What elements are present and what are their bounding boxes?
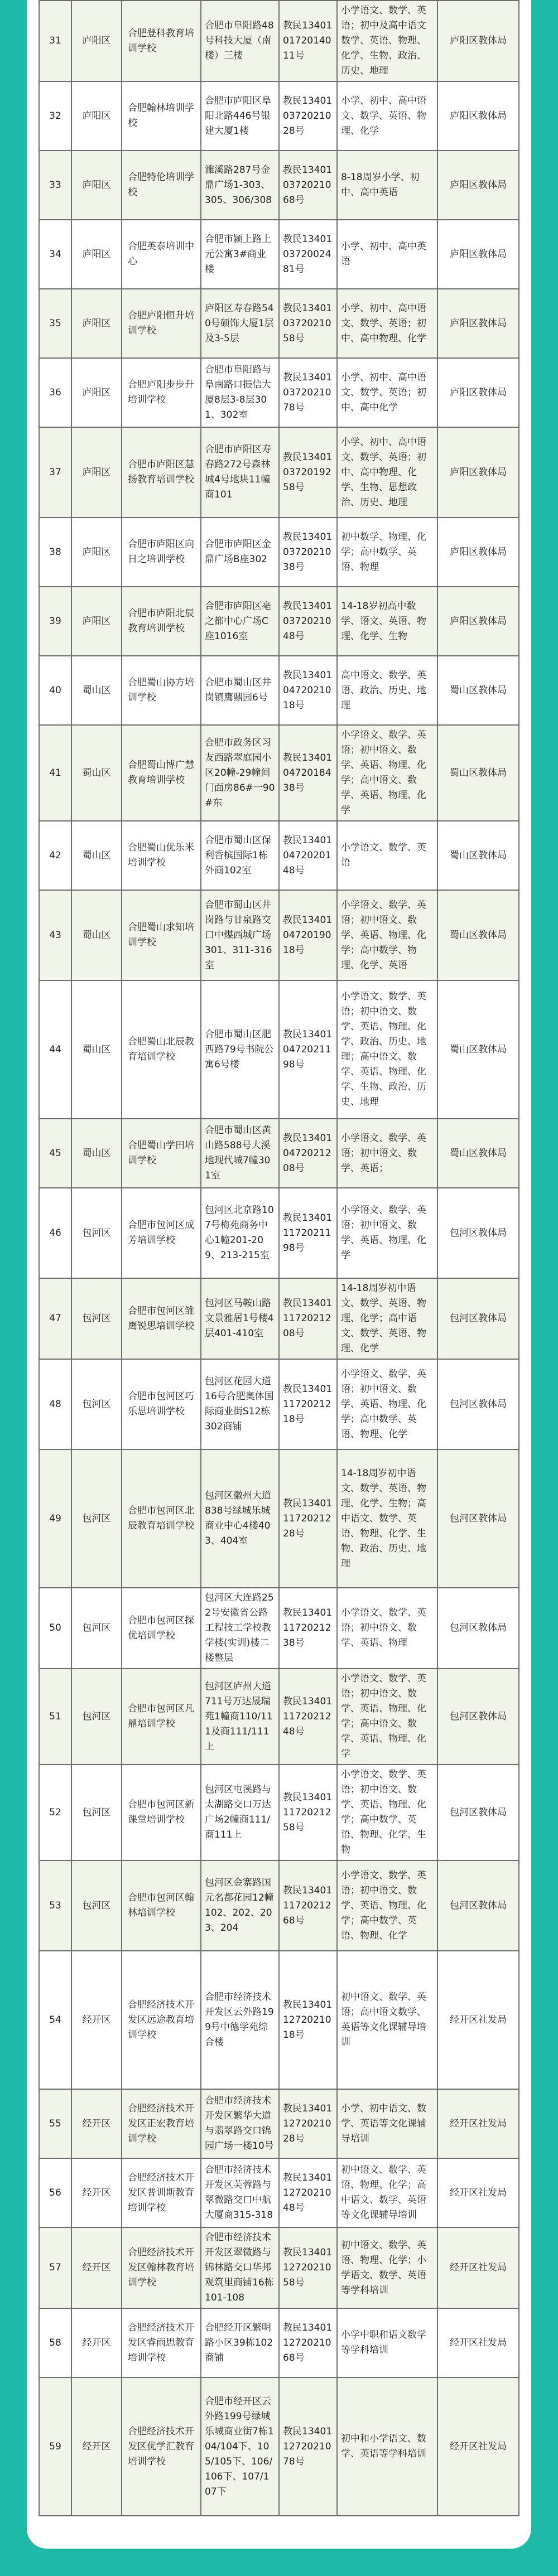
authority-cell: 庐阳区教体局 <box>437 587 519 656</box>
district-cell: 经开区 <box>71 2308 122 2377</box>
scope-cell: 小学、初中、高中语文、数学、英语、物理、化学 <box>337 81 437 151</box>
authority-cell: 包河区教体局 <box>437 1588 519 1669</box>
authority-cell: 蜀山区教体局 <box>437 980 519 1119</box>
table-row <box>39 1588 519 1669</box>
district-cell: 庐阳区 <box>71 220 122 289</box>
scope-cell: 8-18周岁小学、初中、高中英语 <box>337 151 437 220</box>
district-cell: 庐阳区 <box>71 151 122 220</box>
table-row <box>39 2089 519 2158</box>
scope-cell: 初中数学、物理、化学；高中数学、英语、物理 <box>337 518 437 587</box>
table-row <box>39 587 519 656</box>
authority-cell: 庐阳区教体局 <box>437 151 519 220</box>
scope-cell: 14-18周岁初中语文、数学、英语、物理、化学；高中语文、数学、英语、物理、化学 <box>337 1278 437 1359</box>
license-cell: 教民134010372021028号 <box>279 81 337 151</box>
school-name-cell: 合肥市包河区雏鹰锐思培训学校 <box>122 1278 201 1359</box>
authority-cell: 庐阳区教体局 <box>437 289 519 358</box>
row-number: 37 <box>39 427 71 518</box>
district-cell: 包河区 <box>71 1359 122 1449</box>
school-name-cell: 合肥经济技术开发区远途教育培训学校 <box>122 1951 201 2089</box>
address-cell: 包河区徽州大道838号绿城乐城商业中心4楼403、404室 <box>201 1449 279 1588</box>
table-row <box>39 1278 519 1359</box>
row-number: 53 <box>39 1860 71 1951</box>
row-number: 41 <box>39 725 71 821</box>
table-row <box>39 725 519 821</box>
scope-cell: 小学、初中、高中语文、数学、英语；初中、高中物理、化学 <box>337 289 437 358</box>
authority-cell: 包河区教体局 <box>437 1765 519 1860</box>
table-row <box>39 427 519 518</box>
table-row <box>39 358 519 427</box>
license-cell: 教民134011272021058号 <box>279 2227 337 2308</box>
school-name-cell: 合肥市包河区成芳培训学校 <box>122 1188 201 1278</box>
district-cell: 包河区 <box>71 1449 122 1588</box>
row-number: 54 <box>39 1951 71 2089</box>
scope-cell: 小学语文、数学、英语；初中及高中语文数学、英语、物理、化学、生物、政治、历史、地理 <box>337 1 437 81</box>
scope-cell: 小学、初中语文、数学、英语等文化课辅导培训 <box>337 2089 437 2158</box>
authority-cell: 蜀山区教体局 <box>437 890 519 980</box>
license-cell: 教民134011172021238号 <box>279 1588 337 1669</box>
row-number: 57 <box>39 2227 71 2308</box>
school-name-cell: 合肥英泰培训中心 <box>122 220 201 289</box>
license-cell: 教民134011172021218号 <box>279 1359 337 1449</box>
scope-cell: 小学语文、数学、英语；初中语文、数学、英语、物理、化学 <box>337 1188 437 1278</box>
authority-cell: 蜀山区教体局 <box>437 656 519 725</box>
authority-cell: 庐阳区教体局 <box>437 1 519 81</box>
license-cell: 教民134011272021048号 <box>279 2158 337 2227</box>
license-cell: 教民134010372002481号 <box>279 220 337 289</box>
district-cell: 庐阳区 <box>71 427 122 518</box>
license-cell: 教民134010372021048号 <box>279 587 337 656</box>
address-cell: 合肥市庐阳区金鼎广场B座302 <box>201 518 279 587</box>
scope-cell: 小学语文、数学、英语；初中语文、数学、英语、物理、化学；高中语文、数学、英语、物理、化学 <box>337 725 437 821</box>
district-cell: 庐阳区 <box>71 289 122 358</box>
address-cell: 合肥市蜀山区井岗镇鹰鼎园6号 <box>201 656 279 725</box>
address-cell: 合肥市经济技术开发区芙蓉路与翠微路交口中航大厦商315-318 <box>201 2158 279 2227</box>
row-number: 56 <box>39 2158 71 2227</box>
authority-cell: 经开区社发局 <box>437 2227 519 2308</box>
scope-cell: 初中和小学语文、数学、英语等学科培训 <box>337 2377 437 2516</box>
scope-cell: 小学语文、数学、英语；初中语文、数学、英语； <box>337 1119 437 1188</box>
license-cell: 教民134011172021248号 <box>279 1669 337 1765</box>
row-number: 59 <box>39 2377 71 2516</box>
school-name-cell: 合肥蜀山求知培训学校 <box>122 890 201 980</box>
authority-cell: 庐阳区教体局 <box>437 518 519 587</box>
address-cell: 包河区马鞍山路文景雅居1号楼4层401-410室 <box>201 1278 279 1359</box>
table-row <box>39 2158 519 2227</box>
scope-cell: 小学、初中、高中语文、数学、英语；初中、高中化学 <box>337 358 437 427</box>
address-cell: 合肥市政务区习友西路翠庭园小区20幢-29幢间门面房86#一90#东 <box>201 725 279 821</box>
school-name-cell: 合肥翰林培训学校 <box>122 81 201 151</box>
authority-cell: 庐阳区教体局 <box>437 81 519 151</box>
table-body <box>39 1 519 2516</box>
authority-cell: 经开区社发局 <box>437 2158 519 2227</box>
district-cell: 包河区 <box>71 1188 122 1278</box>
row-number: 51 <box>39 1669 71 1765</box>
table-row <box>39 1359 519 1449</box>
district-cell: 经开区 <box>71 2089 122 2158</box>
address-cell: 合肥市经开区云外路199号绿城乐城商业街7栋104/104下、105/105下、106/106下、107/107下 <box>201 2377 279 2516</box>
authority-cell: 庐阳区教体局 <box>437 427 519 518</box>
district-cell: 经开区 <box>71 1951 122 2089</box>
row-number: 31 <box>39 1 71 81</box>
license-cell: 教民134010472021198号 <box>279 980 337 1119</box>
district-cell: 经开区 <box>71 2377 122 2516</box>
address-cell: 包河区大连路252号安徽省公路工程技工学校教学楼(实训)楼二楼整层 <box>201 1588 279 1669</box>
address-cell: 合肥市经济技术开发区云外路199号中德学苑综合楼 <box>201 1951 279 2089</box>
table-row <box>39 2308 519 2377</box>
scope-cell: 小学、初中、高中语文、数学、英语；初中、高中物理、化学、生物、思想政治、历史、地理 <box>337 427 437 518</box>
authority-cell: 包河区教体局 <box>437 1860 519 1951</box>
table-row <box>39 980 519 1119</box>
school-name-cell: 合肥市庐阳北辰教育培训学校 <box>122 587 201 656</box>
school-table <box>39 0 519 2516</box>
license-cell: 教民134010372021038号 <box>279 518 337 587</box>
address-cell: 合肥市阜阳路48号科技大厦（南楼）三楼 <box>201 1 279 81</box>
authority-cell: 包河区教体局 <box>437 1669 519 1765</box>
license-cell: 教民134011172021258号 <box>279 1765 337 1860</box>
district-cell: 庐阳区 <box>71 1 122 81</box>
scope-cell: 小学语文、数学、英语；初中语文、数学、英语、物理、化学；高中语文、数学、英语、物理、化学 <box>337 1669 437 1765</box>
address-cell: 包河区金寨路国元名都花园12幢102、202、203、204 <box>201 1860 279 1951</box>
row-number: 48 <box>39 1359 71 1449</box>
district-cell: 包河区 <box>71 1860 122 1951</box>
address-cell: 合肥市庐阳区阜阳北路446号银建大厦1楼 <box>201 81 279 151</box>
license-cell: 教民134010472021208号 <box>279 1119 337 1188</box>
address-cell: 合肥市庐阳区亳之都中心广场C座1016室 <box>201 587 279 656</box>
license-cell: 教民134011172021198号 <box>279 1188 337 1278</box>
license-cell: 教民134010472020148号 <box>279 821 337 890</box>
table-row <box>39 2227 519 2308</box>
table-row <box>39 1669 519 1765</box>
table-row <box>39 1188 519 1278</box>
scope-cell: 初中语文、数学、英语、物理、化学；小学语文、数学、英语等学科培训 <box>337 2227 437 2308</box>
authority-cell: 包河区教体局 <box>437 1278 519 1359</box>
row-number: 44 <box>39 980 71 1119</box>
school-name-cell: 合肥市包河区新课堂培训学校 <box>122 1765 201 1860</box>
row-number: 42 <box>39 821 71 890</box>
document-frame <box>27 0 531 2549</box>
table-row <box>39 1 519 81</box>
district-cell: 蜀山区 <box>71 725 122 821</box>
table-row <box>39 890 519 980</box>
row-number: 46 <box>39 1188 71 1278</box>
district-cell: 庐阳区 <box>71 587 122 656</box>
school-name-cell: 合肥蜀山博广慧教育培训学校 <box>122 725 201 821</box>
table-row <box>39 1951 519 2089</box>
authority-cell: 包河区教体局 <box>437 1188 519 1278</box>
row-number: 38 <box>39 518 71 587</box>
address-cell: 合肥市经济技术开发区繁华大道与翡翠路交口锦园广场一楼10号 <box>201 2089 279 2158</box>
district-cell: 包河区 <box>71 1669 122 1765</box>
table-row <box>39 1765 519 1860</box>
license-cell: 教民134011272021068号 <box>279 2308 337 2377</box>
row-number: 40 <box>39 656 71 725</box>
address-cell: 合肥市蜀山区井岗路与甘泉路交口中煤西城广场301、311-316室 <box>201 890 279 980</box>
row-number: 39 <box>39 587 71 656</box>
row-number: 33 <box>39 151 71 220</box>
table-row <box>39 1449 519 1588</box>
table-row <box>39 81 519 151</box>
authority-cell: 包河区教体局 <box>437 1449 519 1588</box>
school-name-cell: 合肥经济技术开发区普训斯教育培训学校 <box>122 2158 201 2227</box>
school-name-cell: 合肥蜀山优乐米培训学校 <box>122 821 201 890</box>
district-cell: 包河区 <box>71 1765 122 1860</box>
district-cell: 蜀山区 <box>71 980 122 1119</box>
row-number: 36 <box>39 358 71 427</box>
school-name-cell: 合肥蜀山协方培训学校 <box>122 656 201 725</box>
authority-cell: 蜀山区教体局 <box>437 725 519 821</box>
table-row <box>39 518 519 587</box>
district-cell: 庐阳区 <box>71 81 122 151</box>
table-row <box>39 821 519 890</box>
row-number: 49 <box>39 1449 71 1588</box>
authority-cell: 庐阳区教体局 <box>437 220 519 289</box>
authority-cell: 庐阳区教体局 <box>437 358 519 427</box>
license-cell: 教民134011272021078号 <box>279 2377 337 2516</box>
license-cell: 教民134011272021018号 <box>279 1951 337 2089</box>
address-cell: 合肥市庐阳区寿春路272号森林城4号地块11幢商101 <box>201 427 279 518</box>
license-cell: 教民134010372021078号 <box>279 358 337 427</box>
scope-cell: 小学语文、数学、英语；初中语文、数学、英语、物理 <box>337 1588 437 1669</box>
address-cell: 合肥经开区繁明路小区39栋102商铺 <box>201 2308 279 2377</box>
row-number: 55 <box>39 2089 71 2158</box>
school-name-cell: 合肥经济技术开发区优学汇教育培训学校 <box>122 2377 201 2516</box>
school-name-cell: 合肥市包河区探优培训学校 <box>122 1588 201 1669</box>
scope-cell: 初中语文、数学、英语、物理、化学；高中语文、数学、英语等文化课辅导培训 <box>337 2158 437 2227</box>
address-cell: 合肥市蜀山区黄山路588号大溪地现代城7幢301室 <box>201 1119 279 1188</box>
school-name-cell: 合肥市庐阳区向日之培训学校 <box>122 518 201 587</box>
table-row <box>39 2377 519 2516</box>
address-cell: 合肥市蜀山区肥西路79号书院公寓6号楼 <box>201 980 279 1119</box>
scope-cell: 初中语文、数学、英语；高中语文数学、英语等文化课辅导培训 <box>337 1951 437 2089</box>
authority-cell: 蜀山区教体局 <box>437 1119 519 1188</box>
scope-cell: 小学语文、数学、英语；初中语文、数学、英语、物理、化学；高中数学、物理、化学、英语 <box>337 890 437 980</box>
address-cell: 庐阳区寿春路540号硕饰大厦1层及3-5层 <box>201 289 279 358</box>
authority-cell: 经开区社发局 <box>437 2377 519 2516</box>
row-number: 32 <box>39 81 71 151</box>
school-name-cell: 合肥蜀山学田培训学校 <box>122 1119 201 1188</box>
table-row <box>39 656 519 725</box>
scope-cell: 小学语文、数学、英语；初中语文、数学、英语、物理、化学、政治、历史、地理；高中语文、数学、英语、物理、化学、生物、政治、历史、地理 <box>337 980 437 1119</box>
address-cell: 合肥市阜阳路与阜南路口振信大厦8层3-8层301、302室 <box>201 358 279 427</box>
address-cell: 包河区北京路107号梅苑商务中心1幢201-209、213-215室 <box>201 1188 279 1278</box>
row-number: 52 <box>39 1765 71 1860</box>
license-cell: 教民134011172021208号 <box>279 1278 337 1359</box>
row-number: 43 <box>39 890 71 980</box>
scope-cell: 小学语文、数学、英语；初中语文、数学、英语、物理、化学；高中数学、英语、物理、化学 <box>337 1860 437 1951</box>
row-number: 35 <box>39 289 71 358</box>
scope-cell: 小学语文、数学、英语；初中语文、数学、英语、物理、化学；高中数学、英语、物理、化学、生物 <box>337 1765 437 1860</box>
scope-cell: 小学语文、数学、英语；初中语文、数学、英语、物理、化学；高中数学、英语、物理、化学 <box>337 1359 437 1449</box>
scope-cell: 小学中职和语文数学等学科培训 <box>337 2308 437 2377</box>
district-cell: 经开区 <box>71 2158 122 2227</box>
district-cell: 蜀山区 <box>71 656 122 725</box>
authority-cell: 蜀山区教体局 <box>437 821 519 890</box>
table-row <box>39 289 519 358</box>
school-name-cell: 合肥蜀山北辰教育培训学校 <box>122 980 201 1119</box>
license-cell: 教民134011172021228号 <box>279 1449 337 1588</box>
table-row <box>39 1860 519 1951</box>
address-cell: 濉溪路287号金鼎广场1-303、305、306/308 <box>201 151 279 220</box>
table-row <box>39 220 519 289</box>
license-cell: 教民134010172014011号 <box>279 1 337 81</box>
license-cell: 教民134010372019258号 <box>279 427 337 518</box>
license-cell: 教民134010472019018号 <box>279 890 337 980</box>
address-cell: 包河区屯溪路与太湖路交口万达广场2幢商111/商111上 <box>201 1765 279 1860</box>
district-cell: 蜀山区 <box>71 821 122 890</box>
row-number: 58 <box>39 2308 71 2377</box>
district-cell: 蜀山区 <box>71 890 122 980</box>
school-name-cell: 合肥特伦培训学校 <box>122 151 201 220</box>
district-cell: 庐阳区 <box>71 358 122 427</box>
school-name-cell: 合肥市包河区北辰教育培训学校 <box>122 1449 201 1588</box>
table-row <box>39 1119 519 1188</box>
address-cell: 合肥市经济技术开发区翠微路与锦林路交口华邦观筑里商铺16栋101-108 <box>201 2227 279 2308</box>
license-cell: 教民134011272021028号 <box>279 2089 337 2158</box>
authority-cell: 经开区社发局 <box>437 2089 519 2158</box>
district-cell: 经开区 <box>71 2227 122 2308</box>
address-cell: 合肥市蜀山区保利香槟国际1栋外商102室 <box>201 821 279 890</box>
district-cell: 庐阳区 <box>71 518 122 587</box>
address-cell: 合肥市颍上路上元公寓3#商业楼 <box>201 220 279 289</box>
school-name-cell: 合肥市庐阳区慧扬教育培训学校 <box>122 427 201 518</box>
school-name-cell: 合肥经济技术开发区正宏教育培训学校 <box>122 2089 201 2158</box>
school-name-cell: 合肥市包河区凡鼎培训学校 <box>122 1669 201 1765</box>
table-row <box>39 151 519 220</box>
address-cell: 包河区庐州大道711号万达晟瑞苑1幢商110/111及商111/111上 <box>201 1669 279 1765</box>
district-cell: 包河区 <box>71 1278 122 1359</box>
school-name-cell: 合肥市包河区翰林培训学校 <box>122 1860 201 1951</box>
row-number: 47 <box>39 1278 71 1359</box>
authority-cell: 包河区教体局 <box>437 1359 519 1449</box>
license-cell: 教民134011172021268号 <box>279 1860 337 1951</box>
row-number: 34 <box>39 220 71 289</box>
school-name-cell: 合肥庐阳恒升培训学校 <box>122 289 201 358</box>
scope-cell: 14-18周岁初中语文、数学、英语、物理、化学、生物；高中语文、数学、英语、物理、化学、生物、政治、历史、地理 <box>337 1449 437 1588</box>
district-cell: 蜀山区 <box>71 1119 122 1188</box>
scope-cell: 高中语文、数学、英语、政治、历史、地理 <box>337 656 437 725</box>
address-cell: 包河区花园大道16号合肥奥体国际商业街S12栋302商铺 <box>201 1359 279 1449</box>
row-number: 50 <box>39 1588 71 1669</box>
license-cell: 教民134010372021058号 <box>279 289 337 358</box>
scope-cell: 小学、初中、高中英语 <box>337 220 437 289</box>
row-number: 45 <box>39 1119 71 1188</box>
district-cell: 包河区 <box>71 1588 122 1669</box>
school-name-cell: 合肥庐阳步步升培训学校 <box>122 358 201 427</box>
license-cell: 教民134010472018438号 <box>279 725 337 821</box>
authority-cell: 经开区社发局 <box>437 2308 519 2377</box>
license-cell: 教民134010372021068号 <box>279 151 337 220</box>
school-name-cell: 合肥经济技术开发区睿雨思教育培训学校 <box>122 2308 201 2377</box>
authority-cell: 经开区社发局 <box>437 1951 519 2089</box>
school-name-cell: 合肥市包河区巧乐思培训学校 <box>122 1359 201 1449</box>
scope-cell: 14-18岁初高中数学、语文、英语、物理、化学、生物 <box>337 587 437 656</box>
school-name-cell: 合肥登科教育培训学校 <box>122 1 201 81</box>
scope-cell: 小学语文、数学、英语 <box>337 821 437 890</box>
school-name-cell: 合肥经济技术开发区翰林教育培训学校 <box>122 2227 201 2308</box>
license-cell: 教民134010472021018号 <box>279 656 337 725</box>
